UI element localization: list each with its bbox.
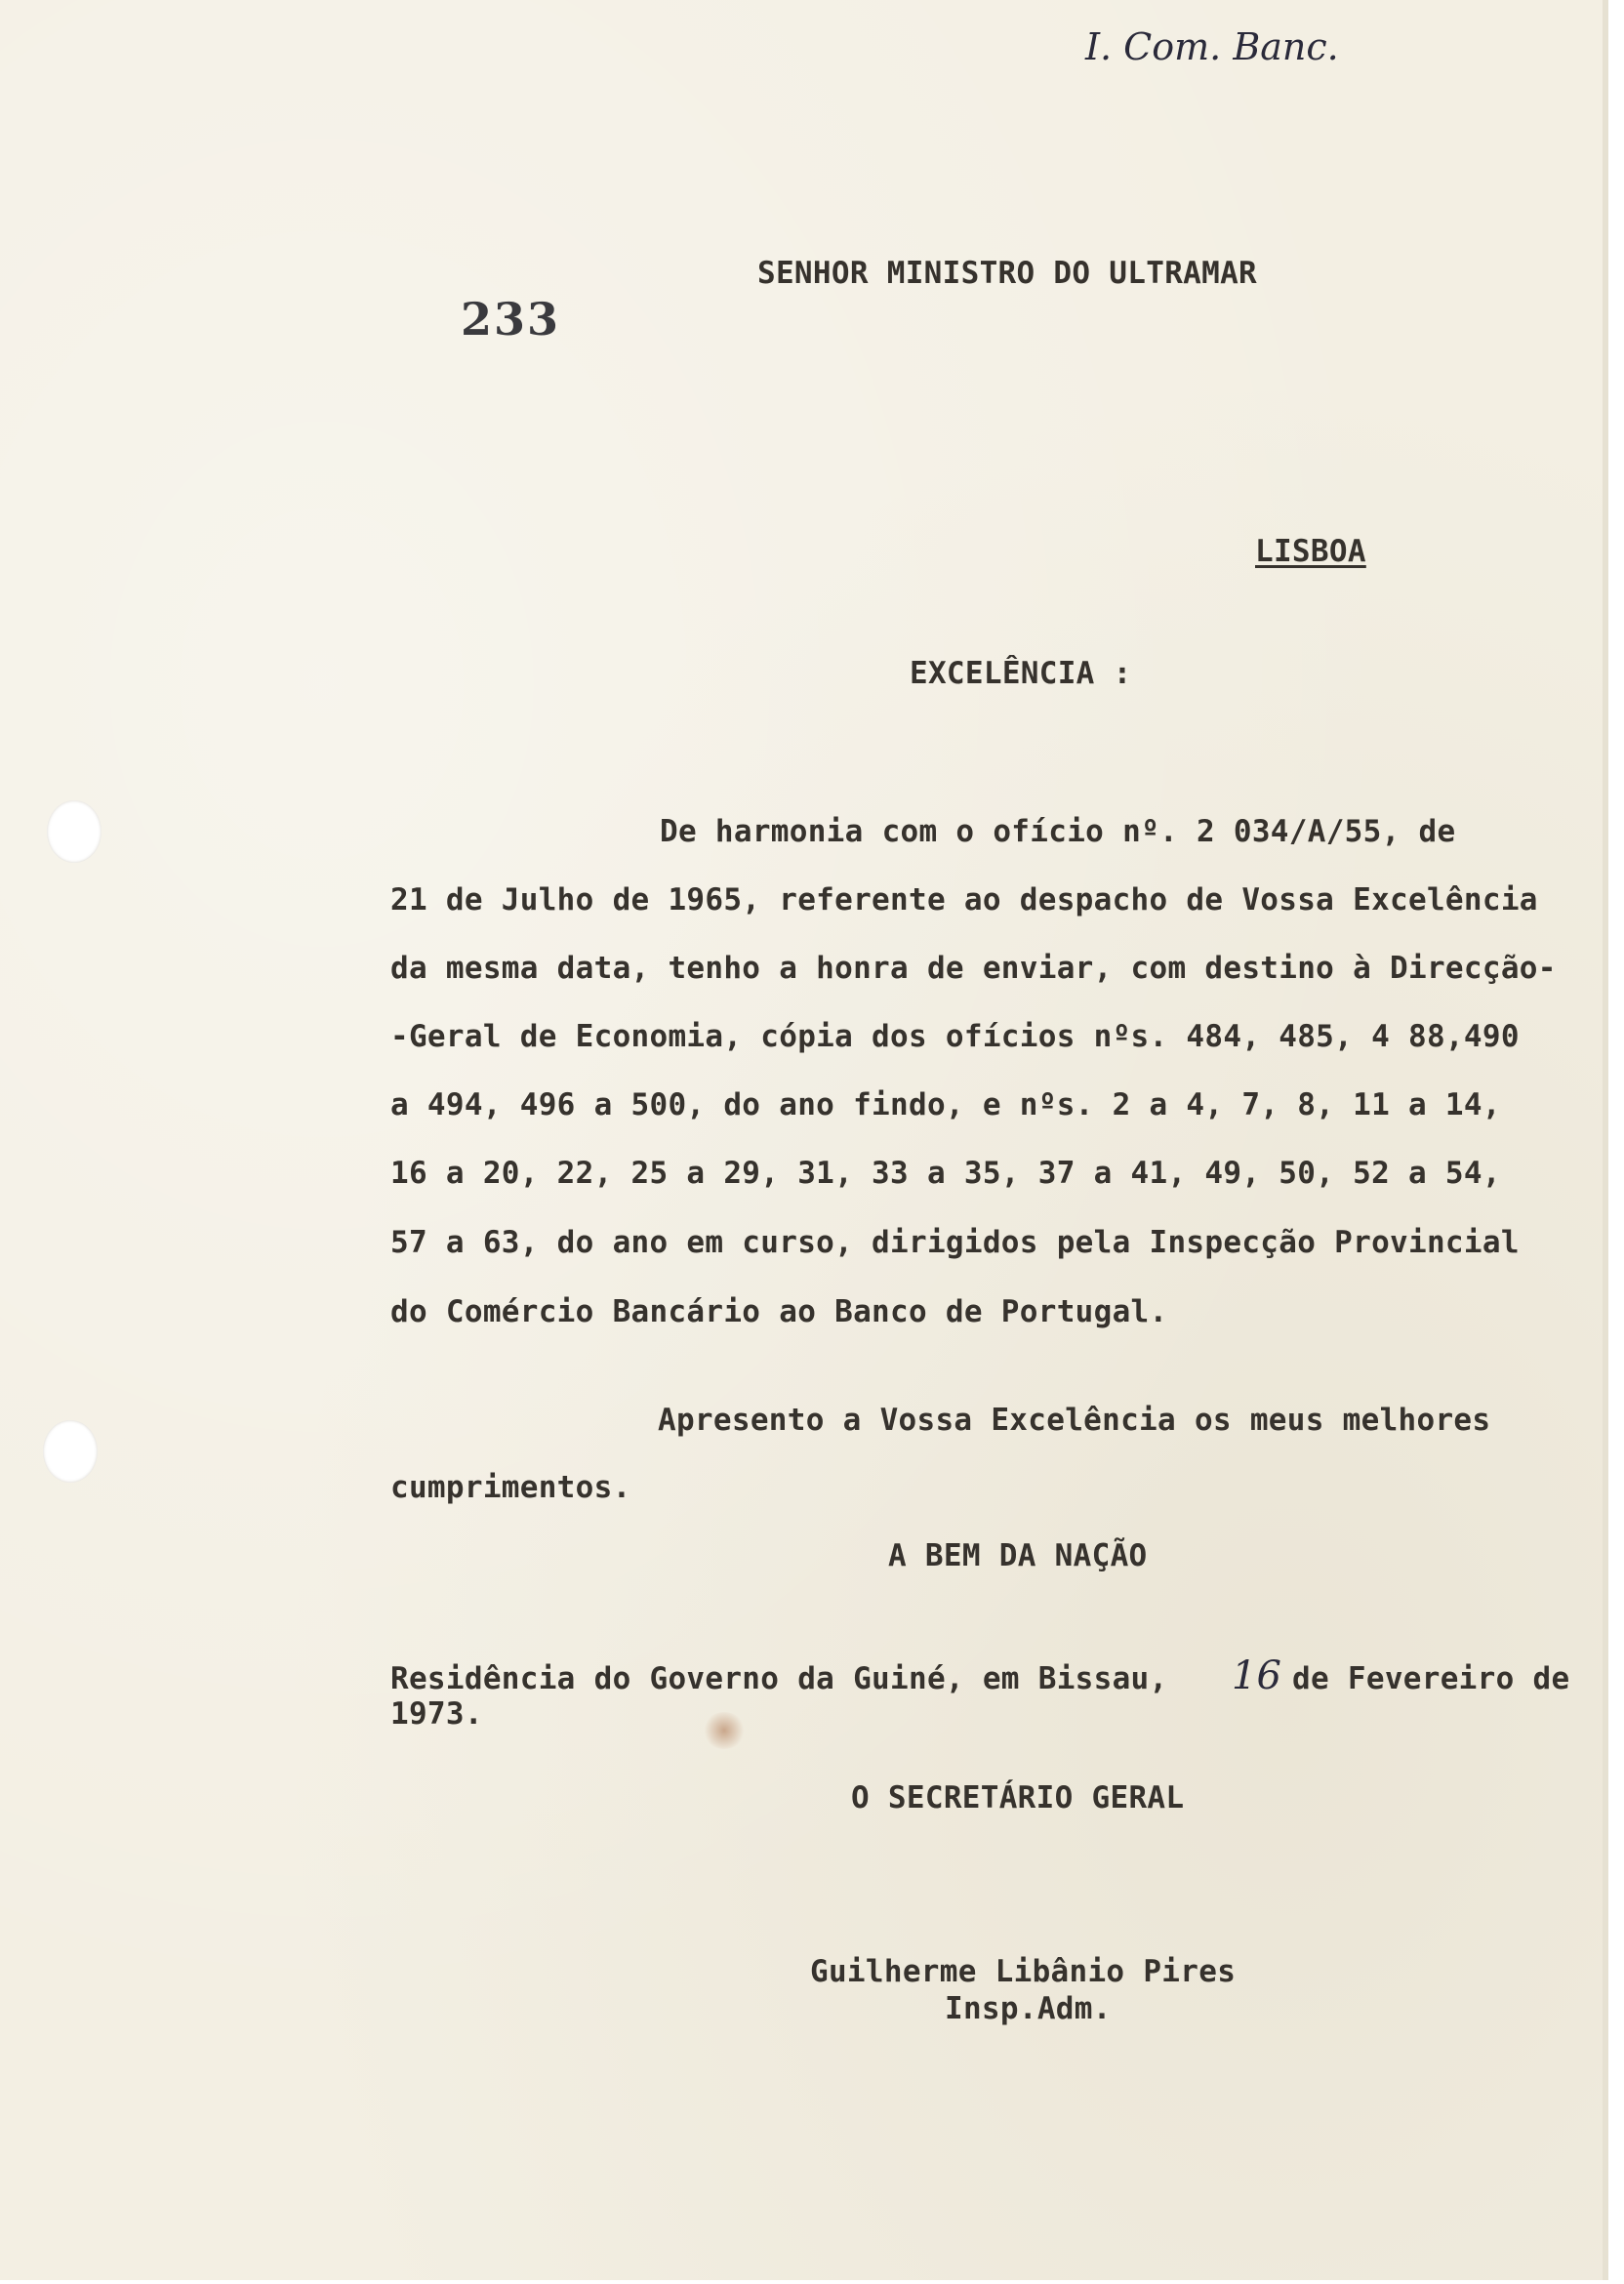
page-edge: [1603, 0, 1608, 2280]
paragraph-line: 16 a 20, 22, 25 a 29, 31, 33 a 35, 37 a 41, 49, 50, 52 a 54,: [390, 1156, 1501, 1191]
signatory-title: O SECRETÁRIO GERAL: [851, 1780, 1185, 1815]
paragraph-line: da mesma data, tenho a honra de enviar, com destino à Direcção-: [390, 951, 1557, 986]
paragraph-line: 21 de Julho de 1965, referente ao despacho de Vossa Excelência: [390, 882, 1538, 918]
signatory-role: Insp.Adm.: [945, 1991, 1112, 2026]
paragraph-line: Apresento a Vossa Excelência os meus melhores: [658, 1403, 1491, 1438]
punch-hole-bottom: [43, 1420, 98, 1483]
paragraph-line: cumprimentos.: [390, 1470, 631, 1505]
handwritten-annotation: I. Com. Banc.: [1085, 25, 1339, 68]
place-suffix: de Fevereiro de: [1292, 1661, 1570, 1696]
date-year: 1973.: [390, 1696, 483, 1732]
paragraph-line: De harmonia com o ofício nº. 2 034/A/55, de: [660, 814, 1456, 849]
paragraph-line: a 494, 496 a 500, do ano findo, e nºs. 2 a 4, 7, 8, 11 a 14,: [390, 1087, 1501, 1122]
paragraph-line: 57 a 63, do ano em curso, dirigidos pela Inspecção Provincial: [390, 1225, 1520, 1260]
paragraph-line: do Comércio Bancário ao Banco de Portugal.: [390, 1294, 1168, 1329]
closing-motto: A BEM DA NAÇÃO: [888, 1538, 1148, 1573]
paper-stain: [703, 1712, 746, 1749]
paragraph-line: -Geral de Economia, cópia dos ofícios nºs. 484, 485, 4 88,490: [390, 1019, 1520, 1054]
recipient-city: LISBOA: [1255, 534, 1366, 569]
place-prefix: Residência do Governo da Guiné, em Bissau,: [390, 1661, 1168, 1696]
signatory-name: Guilherme Libânio Pires: [810, 1954, 1237, 1989]
document-number: 233: [461, 293, 561, 346]
recipient-line: SENHOR MINISTRO DO ULTRAMAR: [757, 256, 1258, 291]
punch-hole-top: [47, 800, 102, 863]
handwritten-day: 16: [1232, 1653, 1281, 1698]
salutation: EXCELÊNCIA :: [910, 656, 1132, 691]
